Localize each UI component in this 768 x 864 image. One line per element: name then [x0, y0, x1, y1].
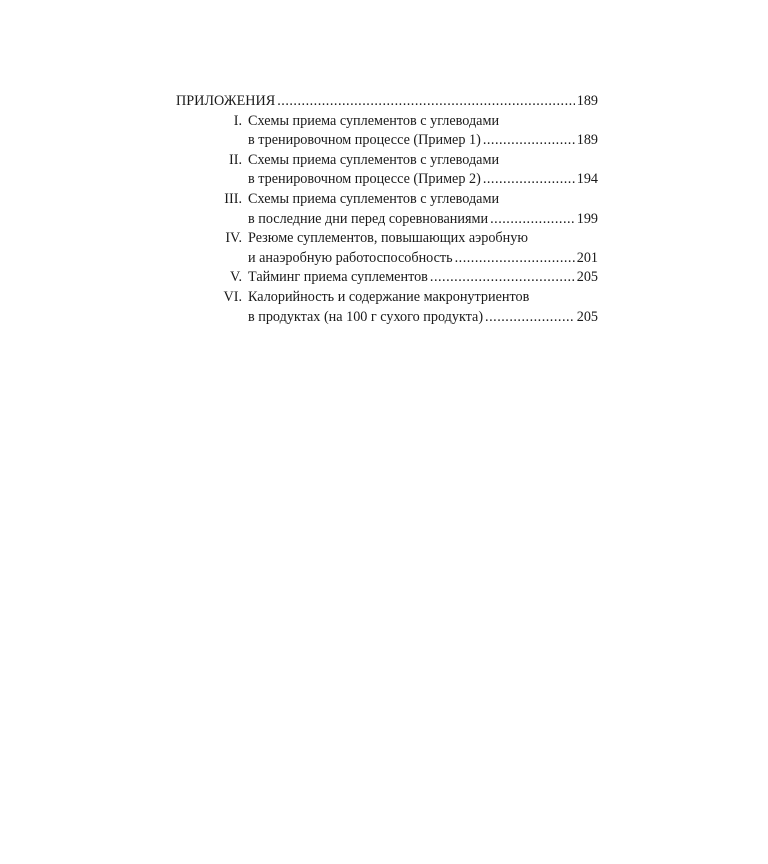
entry-page-number: 189 [576, 132, 598, 149]
entry-title-line-2-row [248, 249, 598, 269]
entry-title-line-2: в продуктах (на 100 г сухого продукта) [248, 308, 484, 325]
entry-title-line-2: в тренировочном процессе (Пример 1) [248, 132, 481, 149]
entry-text [248, 268, 598, 288]
entry-title-line-2-row [248, 131, 598, 151]
entry-title-line-2: в тренировочном процессе (Пример 2) [248, 171, 481, 188]
dot-leader [490, 210, 575, 230]
section-title: ПРИЛОЖЕНИЯ [176, 93, 276, 109]
entry-title-line-1: Схемы приема суплементов с углеводами [248, 190, 500, 207]
entry-title-line-1: Калорийность и содержание макронутриентов [248, 288, 530, 305]
entry-text [248, 229, 598, 268]
entry-page-number: 205 [576, 269, 598, 286]
dot-leader [455, 249, 575, 269]
toc-entry-1[interactable] [216, 112, 598, 151]
dot-leader [483, 170, 575, 190]
entry-number: V. [230, 269, 242, 286]
entry-text [248, 151, 598, 190]
dot-leader [430, 268, 575, 288]
toc-entry-4[interactable] [216, 229, 598, 268]
section-page-number: 189 [576, 93, 598, 109]
entry-title: Тайминг приема суплементов [248, 269, 428, 286]
entry-text [248, 190, 598, 229]
entry-page-number: 201 [576, 249, 598, 266]
entry-number: VI. [223, 288, 242, 305]
entry-text [248, 112, 598, 151]
entry-title-row [248, 268, 598, 288]
entry-page-number: 194 [576, 171, 598, 188]
entry-title-line-1: Схемы приема суплементов с углеводами [248, 151, 500, 168]
entry-page-number: 199 [576, 210, 598, 227]
dot-leader [483, 131, 575, 151]
toc-entry-5[interactable] [216, 268, 598, 288]
toc-entry-2[interactable] [216, 151, 598, 190]
dot-leader [277, 92, 574, 112]
entry-number: II. [229, 151, 242, 168]
entry-title-line-2-row [248, 210, 598, 230]
entry-number: III. [224, 190, 242, 207]
entry-title-line-2: в последние дни перед соревнованиями [248, 210, 489, 227]
dot-leader [485, 308, 575, 328]
toc-entry-3[interactable] [216, 190, 598, 229]
entry-title-line-2-row [248, 170, 598, 190]
toc-entry-6[interactable] [216, 288, 598, 327]
entry-title-line-2-row [248, 308, 598, 328]
entry-title-line-2: и анаэробную работоспособность [248, 249, 453, 266]
entry-number: I. [233, 112, 242, 129]
entry-number: IV. [225, 230, 242, 247]
entry-title-line-1: Схемы приема суплементов с углеводами [248, 112, 500, 129]
toc-section-heading[interactable] [176, 92, 598, 112]
entry-text [248, 288, 598, 327]
table-of-contents [176, 92, 598, 327]
entry-title-line-1: Резюме суплементов, повышающих аэробную [248, 230, 528, 247]
entry-page-number: 205 [576, 308, 598, 325]
